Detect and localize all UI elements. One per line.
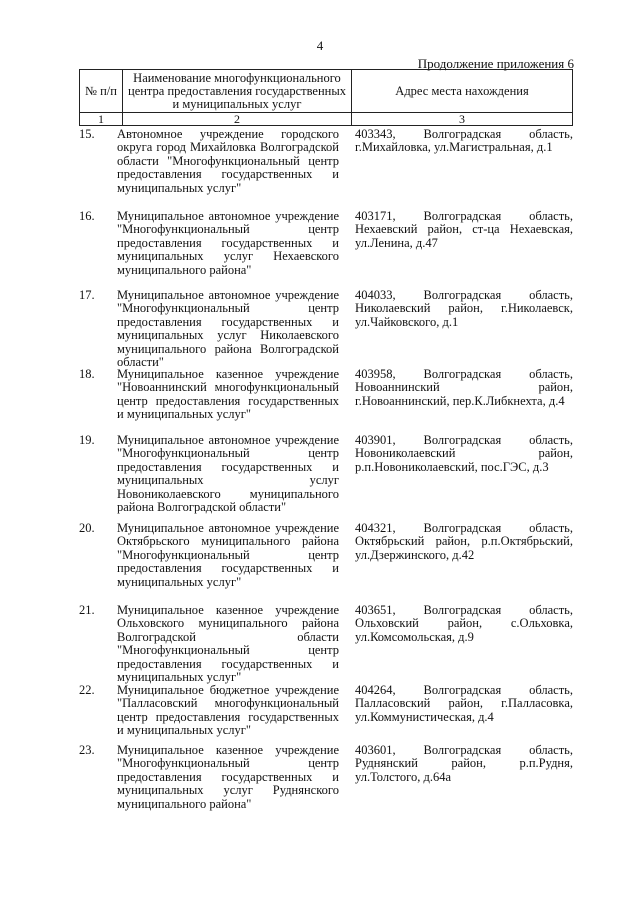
table-row: [79, 684, 573, 744]
center-address: 403651, Волгоградская область, Ольховский район, с.Ольховка, ул.Комсомольская, д.9: [355, 603, 573, 644]
center-address: 403601, Волгоградская область, Руднянский район, р.п.Рудня, ул.Толстого, д.64а: [355, 743, 573, 784]
table-header: [79, 69, 573, 126]
row-number: 16.: [79, 209, 95, 223]
center-name: Муниципальное автономное учреждение "Многофункциональный центр предоставления государственных и муниципальных услуг Новониколаевского муниципального района Волгоградской области": [117, 433, 339, 515]
center-address: 404321, Волгоградская область, Октябрьский район, р.п.Октябрьский, ул.Дзержинского, д.42: [355, 521, 573, 562]
page-number: 4: [316, 38, 324, 53]
center-name: Муниципальное казенное учреждение "Многофункциональный центр предоставления государственных и муниципальных услуг Руднянского муниципального района": [117, 743, 339, 811]
row-number: 19.: [79, 433, 95, 447]
table-row: [79, 210, 573, 289]
header-col-2: 2: [123, 113, 352, 126]
center-name: Муниципальное бюджетное учреждение "Палласовский многофункциональный центр предоставления государственных и муниципальных услуг": [117, 683, 339, 738]
center-name: Автономное учреждение городского округа город Михайловка Волгоградской области "Многофункциональный центр предоставления государственных и муниципальных услуг": [117, 127, 339, 195]
header-address: Адрес места нахождения: [352, 70, 573, 113]
center-name: Муниципальное казенное учреждение "Новоаннинский многофункциональный центр предоставления государственных и муниципальных услуг": [117, 367, 339, 422]
center-address: 403171, Волгоградская область, Нехаевский район, ст-ца Нехаевская, ул.Ленина, д.47: [355, 209, 573, 250]
center-address: 404264, Волгоградская область, Палласовский район, г.Палласовка, ул.Коммунистическая, д.4: [355, 683, 573, 724]
center-address: 403958, Волгоградская область, Новоаннинский район, г.Новоаннинский, пер.К.Либкнехта, д.4: [355, 367, 573, 408]
center-address: 403343, Волгоградская область, г.Михайловка, ул.Магистральная, д.1: [355, 127, 573, 155]
center-name: Муниципальное автономное учреждение "Многофункциональный центр предоставления государственных и муниципальных услуг Николаевского муниципального района Волгоградской области": [117, 288, 339, 370]
table-row: [79, 368, 573, 434]
row-number: 23.: [79, 743, 95, 757]
row-number: 15.: [79, 127, 95, 141]
row-number: 22.: [79, 683, 95, 697]
continuation-label: Продолжение приложения 6: [417, 56, 574, 71]
row-number: 17.: [79, 288, 95, 302]
row-number: 20.: [79, 521, 95, 535]
table-row: [79, 744, 573, 816]
table-row: [79, 522, 573, 604]
table-row: [79, 434, 573, 522]
header-col-3: 3: [352, 113, 573, 126]
center-name: Муниципальное автономное учреждение "Многофункциональный центр предоставления государственных и муниципальных услуг Нехаевского муниципального района": [117, 209, 339, 277]
center-address: 404033, Волгоградская область, Николаевский район, г.Николаевск, ул.Чайковского, д.1: [355, 288, 573, 329]
row-number: 21.: [79, 603, 95, 617]
table-row: [79, 604, 573, 684]
header-num: № п/п: [80, 70, 123, 113]
table-row: [79, 289, 573, 368]
center-address: 403901, Волгоградская область, Новониколаевский район, р.п.Новониколаевский, пос.ГЭС, д.3: [355, 433, 573, 474]
table-row: [79, 128, 573, 210]
row-number: 18.: [79, 367, 95, 381]
header-name: Наименование многофункционального центра предоставления государственных и муниципальных услуг: [123, 70, 352, 113]
header-col-1: 1: [80, 113, 123, 126]
center-name: Муниципальное казенное учреждение Ольховского муниципального района Волгоградской области "Многофункциональный центр предоставления государственных и муниципальных услуг": [117, 603, 339, 685]
center-name: Муниципальное автономное учреждение Октябрьского муниципального района "Многофункциональный центр предоставления государственных и муниципальных услуг": [117, 521, 339, 589]
entries-list: [79, 128, 573, 816]
